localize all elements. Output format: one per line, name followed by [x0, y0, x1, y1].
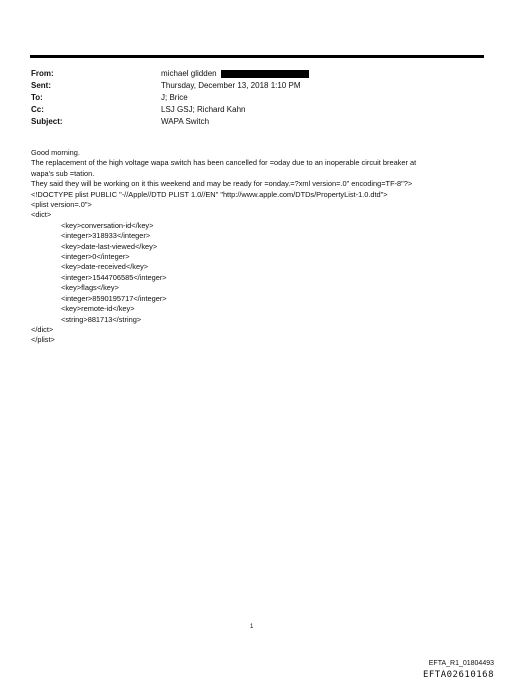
dict-line: <integer>318933</integer> [61, 231, 151, 241]
dict-line: <key>flags</key> [61, 283, 119, 293]
sent-value: Thursday, December 13, 2018 1:10 PM [161, 81, 301, 90]
sent-label: Sent: [31, 81, 51, 90]
body-line: <plist version=.0"> [31, 200, 92, 210]
from-value: michael glidden [161, 68, 309, 80]
dict-line: <string>881713</string> [61, 314, 142, 324]
header-rule [30, 55, 484, 58]
dict-line: <integer>8590195717</integer> [61, 293, 167, 303]
body-line: They said they will be working on it this weekend and may be ready for =onday.=?xml version=.0" encoding=TF-8"?> [31, 179, 413, 189]
footer-ref-2: EFTA02610168 [422, 670, 494, 680]
closing-line: </dict> [31, 324, 54, 334]
dict-line: <key>conversation-id</key> [61, 220, 154, 230]
email-body [31, 148, 491, 346]
body-line: wapa's sub =tation. [31, 168, 95, 178]
to-label: To: [31, 93, 43, 102]
subject-label: Subject: [31, 117, 63, 126]
cc-label: Cc: [31, 105, 44, 114]
dict-line: <integer>1544706585</integer> [61, 272, 167, 282]
to-value: J; Brice [161, 93, 188, 102]
dict-line: <key>date-last-viewed</key> [61, 241, 158, 251]
dict-line: <integer>0</integer> [61, 252, 130, 262]
dict-line: <key>remote-id</key> [61, 304, 135, 314]
body-line: <!DOCTYPE plist PUBLIC "-//Apple//DTD PLIST 1.0//EN" "http://www.apple.com/DTDs/PropertyList-1.0.dtd"> [31, 189, 388, 199]
subject-value: WAPA Switch [161, 117, 210, 126]
redaction-box [221, 70, 309, 78]
footer-ref-1: EFTA_R1_01804493 [428, 660, 494, 667]
page-number: 1 [250, 624, 254, 630]
body-line: <dict> [31, 210, 52, 220]
dict-line: <key>date-received</key> [61, 262, 149, 272]
from-label: From: [31, 69, 54, 78]
body-line: Good morning. [31, 148, 80, 157]
body-line: The replacement of the high voltage wapa switch has been cancelled for =oday due to an inoperable circuit breaker at [31, 158, 417, 168]
cc-value: LSJ GSJ; Richard Kahn [161, 105, 246, 114]
closing-line: </plist> [31, 335, 55, 345]
